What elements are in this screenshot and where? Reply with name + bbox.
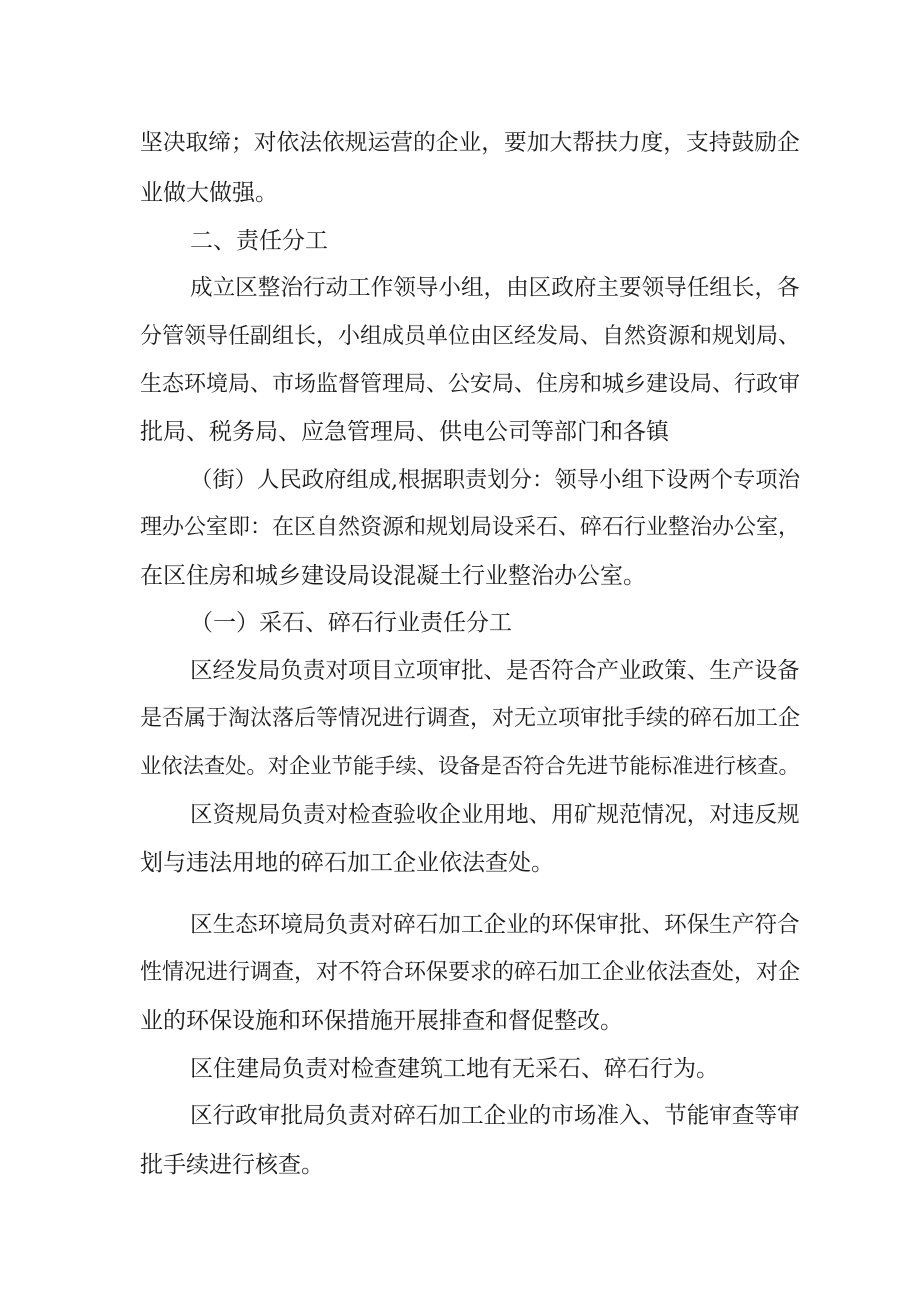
paragraph-line: 性情况进行调查，对不符合环保要求的碎石加工企业依法查处，对企: [140, 960, 801, 985]
paragraph-line: 区行政审批局负责对碎石加工企业的市场准入、节能审查等审: [190, 1103, 800, 1129]
paragraph-line: 业的环保设施和环保措施开展排查和督促整改。: [140, 1008, 623, 1034]
paragraph-line: 是否属于淘汰落后等情况进行调查，对无立项审批手续的碎石加工企: [140, 706, 801, 731]
paragraph-line: 区资规局负责对检查验收企业用地、用矿规范情况，对违反规: [190, 802, 800, 828]
paragraph-line: 在区住房和城乡建设局设混凝土行业整治办公室。: [140, 563, 646, 589]
paragraph-line: 区生态环境局负责对碎石加工企业的环保审批、环保生产符合: [190, 912, 800, 938]
paragraph-line: 业依法查处。对企业节能手续、设备是否符合先进节能标准进行核查。: [140, 754, 800, 779]
paragraph-line: 区经发局负责对项目立项审批、是否符合产业政策、生产设备: [190, 658, 800, 684]
paragraph-line: 成立区整治行动工作领导小组，由区政府主要领导任组长，各: [190, 275, 800, 301]
paragraph-line: 分管领导任副组长，小组成员单位由区经发局、自然资源和规划局、: [140, 324, 801, 349]
subsection-heading: （一）采石、碎石行业责任分工: [190, 610, 512, 636]
paragraph-line: 批局、税务局、应急管理局、供电公司等部门和各镇: [140, 419, 669, 445]
paragraph-line: 理办公室即：在区自然资源和规划局设采石、碎石行业整治办公室，: [140, 515, 801, 540]
paragraph-line: 坚决取缔；对依法依规运营的企业，要加大帮扶力度，支持鼓励企: [140, 130, 800, 156]
section-heading: 二、责任分工: [190, 228, 328, 254]
paragraph-line: 区住建局负责对检查建筑工地有无采石、碎石行为。: [190, 1056, 719, 1082]
paragraph-line: 业做大做强。: [140, 180, 278, 206]
paragraph-line: 生态环境局、市场监督管理局、公安局、住房和城乡建设局、行政审: [140, 372, 801, 397]
paragraph-line: 划与违法用地的碎石加工企业依法查处。: [140, 850, 554, 876]
paragraph-line: （街）人民政府组成,根据职责划分：领导小组下设两个专项治: [190, 467, 800, 493]
paragraph-line: 批手续进行核查。: [140, 1152, 324, 1178]
